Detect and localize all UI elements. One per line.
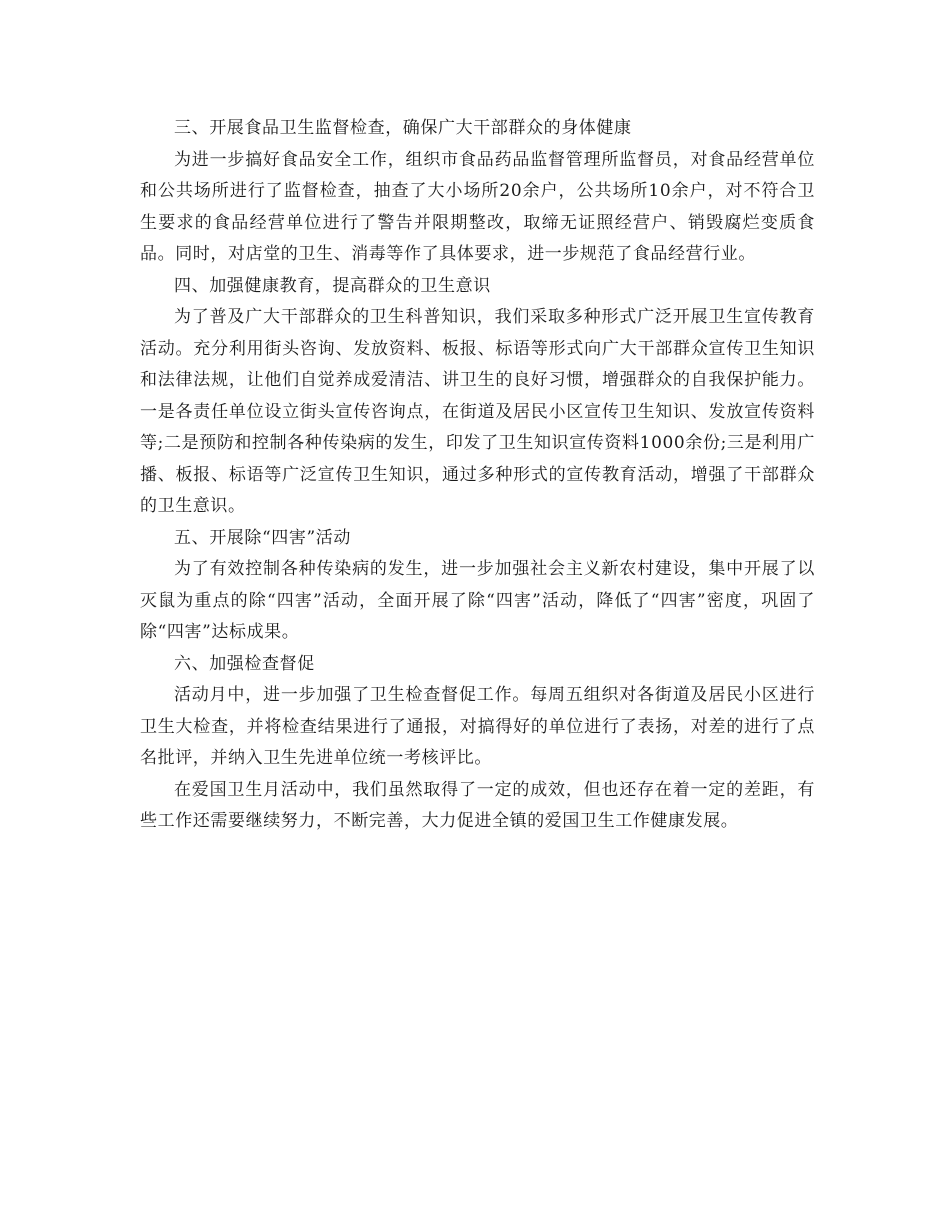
paragraph-food-inspection: 为进一步搞好食品安全工作，组织市食品药品监督管理所监督员，对食品经营单位和公共场所进行了监督检查，抽查了大小场所20余户，公共场所10余户，对不符合卫生要求的食品经营单位进行了警告并限期整改，取缔无证照经营户、销毁腐烂变质食品。同时，对店堂的卫生、消毒等作了具体要求，进一步规范了食品经营行业。 bbox=[140, 149, 815, 264]
paragraph-inspection: 活动月中，进一步加强了卫生检查督促工作。每周五组织对各街道及居民小区进行卫生大检查，并将检查结果进行了通报，对搞得好的单位进行了表扬，对差的进行了点名批评，并纳入卫生先进单位统一考核评比。 bbox=[140, 685, 815, 768]
section-heading-four-pests: 五、开展除“四害”活动 bbox=[174, 527, 351, 548]
paragraph-four-pests: 为了有效控制各种传染病的发生，进一步加强社会主义新农村建设，集中开展了以灭鼠为重点的除“四害”活动，全面开展了除“四害”活动，降低了“四害”密度，巩固了除“四害”达标成果。 bbox=[140, 559, 815, 642]
paragraph-health-education: 为了普及广大干部群众的卫生科普知识，我们采取多种形式广泛开展卫生宣传教育活动。充分利用街头咨询、发放资料、板报、标语等形式向广大干部群众宣传卫生知识和法律法规，让他们自觉养成爱清洁、讲卫生的良好习惯，增强群众的自我保护能力。一是各责任单位设立街头宣传咨询点，在街道及居民小区宣传卫生知识、发放宣传资料等;二是预防和控制各种传染病的发生，印发了卫生知识宣传资料1000余份;三是利用广播、板报、标语等广泛宣传卫生知识，通过多种形式的宣传教育活动，增强了干部群众的卫生意识。 bbox=[140, 307, 815, 516]
section-heading-health-education: 四、加强健康教育，提高群众的卫生意识 bbox=[174, 275, 491, 296]
section-heading-food-hygiene: 三、开展食品卫生监督检查，确保广大干部群众的身体健康 bbox=[174, 118, 632, 138]
paragraph-conclusion: 在爱国卫生月活动中，我们虽然取得了一定的成效，但也还存在着一定的差距，有些工作还需要继续努力，不断完善，大力促进全镇的爱国卫生工作健康发展。 bbox=[140, 779, 815, 831]
section-heading-inspection: 六、加强检查督促 bbox=[174, 653, 315, 674]
document-page bbox=[140, 113, 815, 838]
